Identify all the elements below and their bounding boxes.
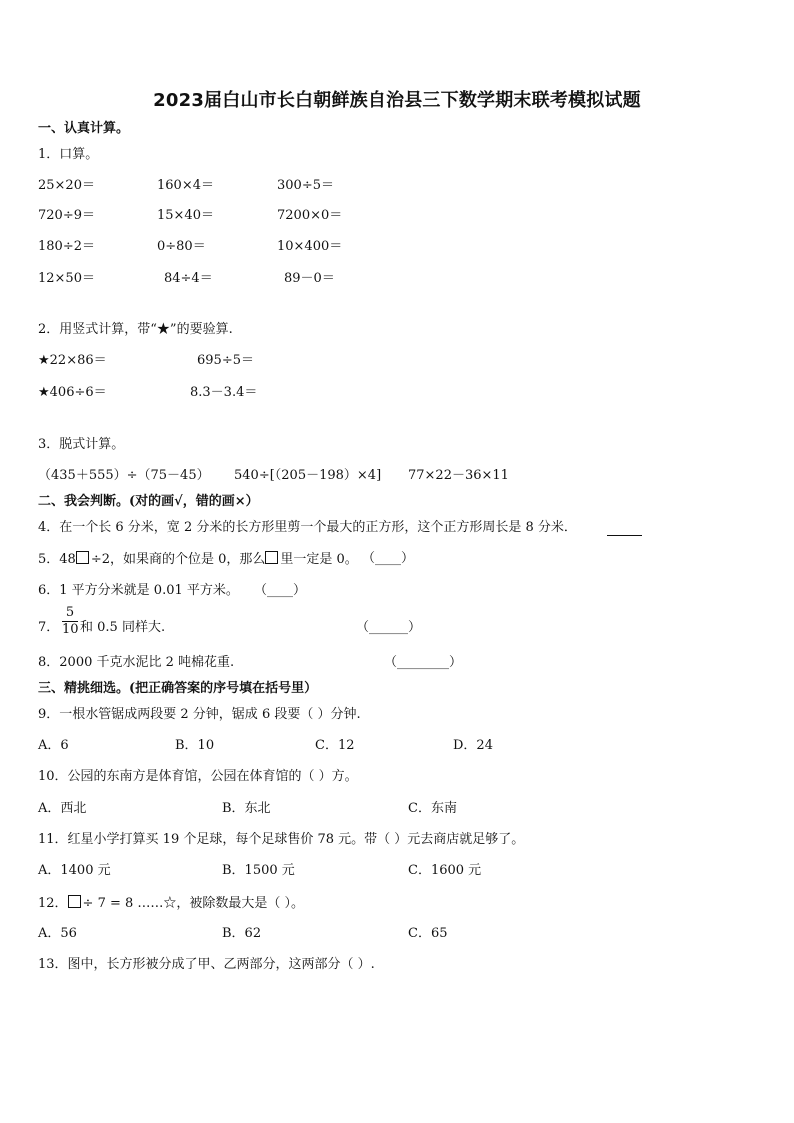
question-12-number: 12． bbox=[38, 896, 68, 911]
fraction bbox=[62, 606, 78, 637]
question-8: 8．2000 千克水泥比 2 吨棉花重. bbox=[38, 655, 235, 670]
oral-calc-item: 720÷9＝ bbox=[38, 208, 95, 223]
question-12 bbox=[38, 895, 304, 912]
question-11: 11．红星小学打算买 19 个足球，每个足球售价 78 元。带（ ）元去商店就足够了。 bbox=[38, 832, 525, 847]
question-5 bbox=[38, 551, 358, 568]
question-1-heading: 1．口算。 bbox=[38, 147, 99, 162]
section-heading-1: 一、认真计算。 bbox=[38, 121, 130, 136]
oral-calc-item: 84÷4＝ bbox=[164, 271, 213, 286]
page-title: 2023届白山市长白朝鲜族自治县三下数学期末联考模拟试题 bbox=[153, 90, 641, 111]
section-heading-2: 二、我会判断。(对的画√，错的画×） bbox=[38, 494, 259, 509]
oral-calc-item: 7200×0＝ bbox=[277, 208, 343, 223]
step-calc-item: 77×22－36×11 bbox=[408, 468, 509, 483]
answer-blank[interactable] bbox=[607, 534, 642, 536]
section-heading-3: 三、精挑细选。(把正确答案的序号填在括号里） bbox=[38, 681, 318, 696]
option-a[interactable]: A．56 bbox=[38, 926, 77, 941]
option-c[interactable]: C．东南 bbox=[408, 801, 457, 816]
answer-parenthesis[interactable]: （____） bbox=[254, 583, 307, 598]
question-5-part: ÷2，如果商的个位是 0，那么 bbox=[90, 552, 266, 567]
question-10: 10．公园的东南方是体育馆，公园在体育馆的（ ）方。 bbox=[38, 769, 358, 784]
option-a[interactable]: A．1400 元 bbox=[38, 863, 111, 878]
answer-parenthesis[interactable]: （______） bbox=[356, 620, 422, 635]
fraction-denominator: 10 bbox=[62, 622, 79, 637]
oral-calc-item: 300÷5＝ bbox=[277, 178, 334, 193]
option-d[interactable]: D．24 bbox=[453, 738, 493, 753]
question-6: 6．1 平方分米就是 0.01 平方米。 bbox=[38, 583, 239, 598]
oral-calc-item: 0÷80＝ bbox=[157, 239, 206, 254]
answer-parenthesis[interactable]: （________） bbox=[384, 655, 463, 670]
step-calc-item: （435＋555）÷（75－45） bbox=[38, 468, 210, 483]
option-c[interactable]: C．1600 元 bbox=[408, 863, 482, 878]
option-b[interactable]: B．东北 bbox=[222, 801, 271, 816]
dividend-box-icon bbox=[68, 895, 81, 908]
question-3-heading: 3．脱式计算。 bbox=[38, 437, 125, 452]
option-b[interactable]: B．10 bbox=[175, 738, 215, 753]
question-5-part: 5．48 bbox=[38, 552, 76, 567]
digit-box-icon bbox=[76, 551, 89, 564]
digit-box-icon bbox=[265, 551, 278, 564]
question-12-text: ÷ 7 = 8 ……☆，被除数最大是（ ）。 bbox=[82, 896, 305, 911]
option-c[interactable]: C．65 bbox=[408, 926, 448, 941]
oral-calc-item: 10×400＝ bbox=[277, 239, 343, 254]
oral-calc-item: 180÷2＝ bbox=[38, 239, 95, 254]
answer-parenthesis[interactable]: （____） bbox=[362, 551, 415, 566]
fraction-numerator: 5 bbox=[65, 605, 75, 620]
oral-calc-item: 12×50＝ bbox=[38, 271, 95, 286]
question-7-number: 7． bbox=[38, 620, 60, 635]
oral-calc-item: 25×20＝ bbox=[38, 178, 95, 193]
question-5-part: 里一定是 0。 bbox=[280, 552, 358, 567]
option-a[interactable]: A．西北 bbox=[38, 801, 87, 816]
vertical-calc-item: 695÷5＝ bbox=[197, 353, 254, 368]
vertical-calc-item: ★406÷6＝ bbox=[38, 385, 107, 400]
vertical-calc-item: ★22×86＝ bbox=[38, 353, 107, 368]
question-4: 4．在一个长 6 分米，宽 2 分米的长方形里剪一个最大的正方形，这个正方形周长是 8 分米． bbox=[38, 520, 577, 535]
option-b[interactable]: B．1500 元 bbox=[222, 863, 295, 878]
option-a[interactable]: A．6 bbox=[38, 738, 69, 753]
question-7: 和 0.5 同样大. bbox=[80, 620, 166, 635]
oral-calc-item: 89－0＝ bbox=[284, 271, 335, 286]
question-2-heading: 2．用竖式计算，带“★”的要验算. bbox=[38, 322, 233, 337]
step-calc-item: 540÷[（205－198）×4] bbox=[234, 468, 382, 483]
option-c[interactable]: C．12 bbox=[315, 738, 355, 753]
question-13: 13．图中，长方形被分成了甲、乙两部分，这两部分（ ）. bbox=[38, 957, 375, 972]
question-9: 9．一根水管锯成两段要 2 分钟，锯成 6 段要（ ）分钟. bbox=[38, 707, 361, 722]
vertical-calc-item: 8.3－3.4＝ bbox=[190, 385, 258, 400]
oral-calc-item: 15×40＝ bbox=[157, 208, 214, 223]
option-b[interactable]: B．62 bbox=[222, 926, 262, 941]
oral-calc-item: 160×4＝ bbox=[157, 178, 214, 193]
